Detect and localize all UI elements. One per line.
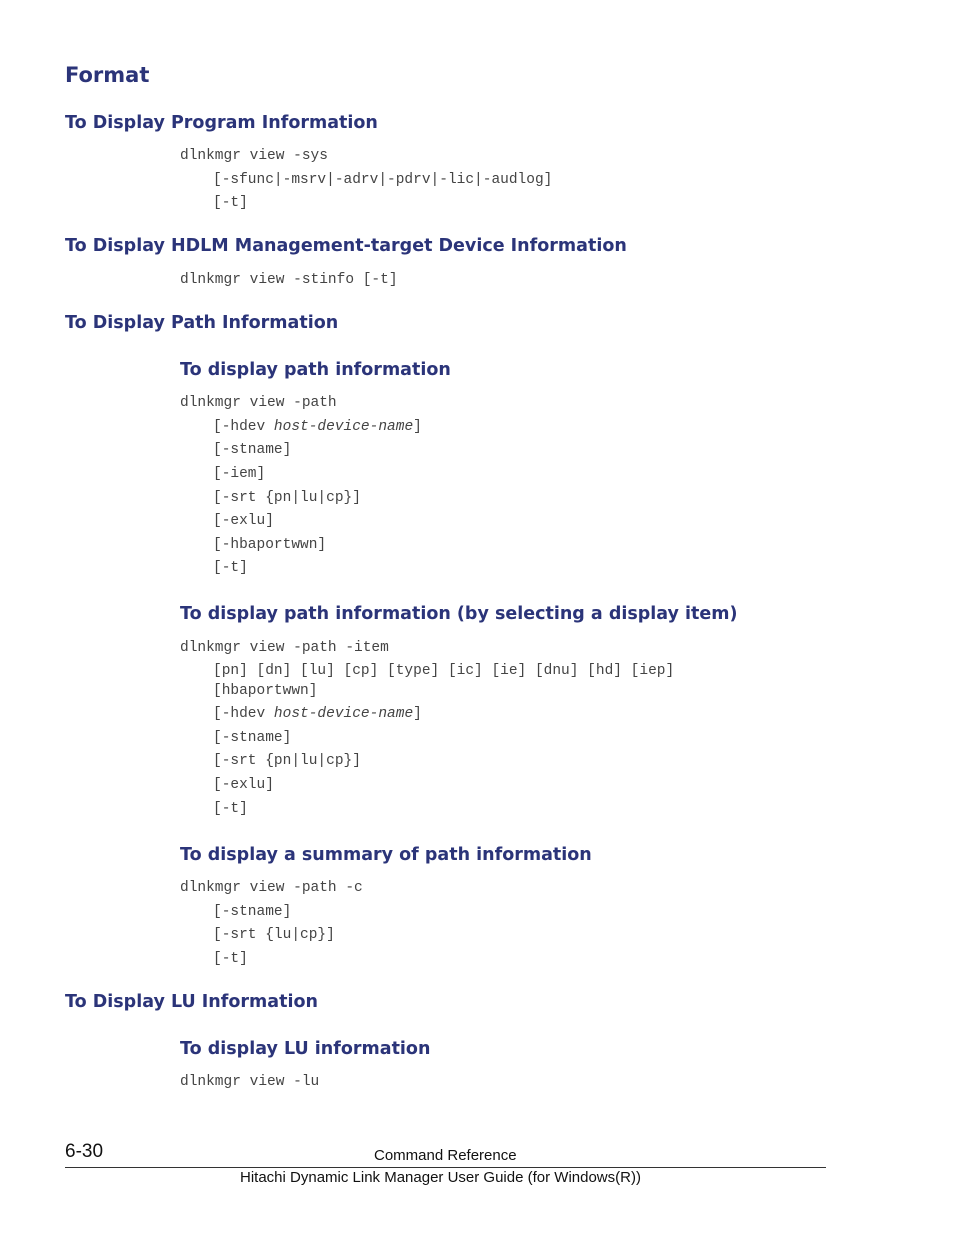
code-line: [-srt {lu|cp}] [213, 927, 335, 943]
code-line: [-stname] [213, 730, 292, 746]
code-line: [-t] [213, 560, 248, 576]
code-line: [pn] [dn] [lu] [cp] [type] [ic] [ie] [dnu] [hd] [iep] [213, 663, 675, 679]
code-line: [-hdev host-device-name] [213, 419, 422, 435]
code-line: [-exlu] [213, 777, 274, 793]
code-line: dlnkmgr view -path -item [180, 640, 389, 656]
footer-divider [65, 1167, 826, 1168]
section-title-program: To Display Program Information [65, 113, 378, 133]
code-line: dlnkmgr view -path [180, 395, 337, 411]
footer-chapter: Command Reference [374, 1147, 517, 1164]
code-line: [hbaportwwn] [213, 683, 318, 699]
footer-guide-title: Hitachi Dynamic Link Manager User Guide (for Windows(R)) [240, 1169, 641, 1186]
code-line: [-stname] [213, 442, 292, 458]
subsection-title-path-summary: To display a summary of path information [180, 845, 592, 865]
code-line: [-t] [213, 195, 248, 211]
code-line: [-hbaportwwn] [213, 537, 327, 553]
code-line: [-t] [213, 951, 248, 967]
code-line: [-t] [213, 801, 248, 817]
page-number: 6-30 [65, 1141, 104, 1162]
subsection-title-path-item: To display path information (by selecting a display item) [180, 604, 738, 624]
code-line: [-iem] [213, 466, 266, 482]
section-title-lu: To Display LU Information [65, 992, 318, 1012]
section-title-path: To Display Path Information [65, 313, 339, 333]
subsection-title-path: To display path information [180, 360, 451, 380]
subsection-title-lu: To display LU information [180, 1039, 431, 1059]
code-line: dlnkmgr view -lu [180, 1074, 320, 1090]
code-line: [-srt {pn|lu|cp}] [213, 753, 361, 769]
code-line: dlnkmgr view -stinfo [-t] [180, 272, 398, 288]
code-line: [-sfunc|-msrv|-adrv|-pdrv|-lic|-audlog] [213, 172, 553, 188]
section-title-hdlm: To Display HDLM Management-target Device Information [65, 236, 627, 256]
code-line: [-hdev host-device-name] [213, 706, 422, 722]
code-line: dlnkmgr view -sys [180, 148, 328, 164]
code-line: [-srt {pn|lu|cp}] [213, 490, 361, 506]
page-heading: Format [65, 63, 150, 87]
code-line: [-exlu] [213, 513, 274, 529]
code-line: [-stname] [213, 904, 292, 920]
code-line: dlnkmgr view -path -c [180, 880, 363, 896]
